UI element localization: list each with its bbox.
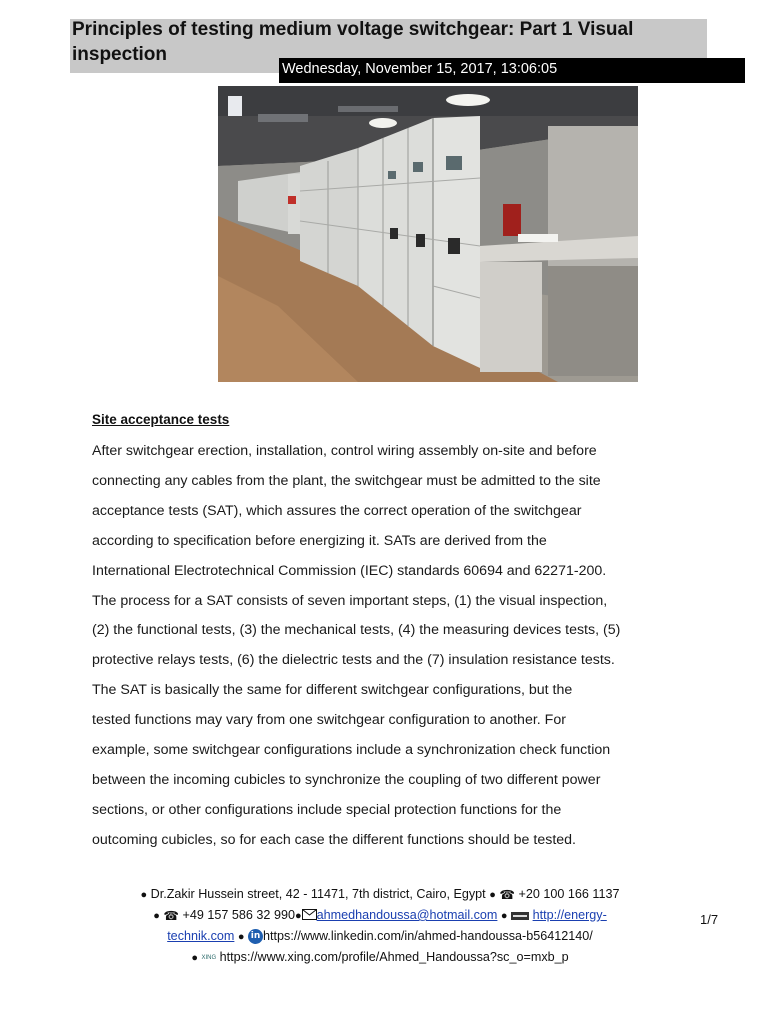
paragraph-line: outcoming cubicles, so for each case the different functions should be tested. (92, 831, 576, 848)
switchgear-room-photo (218, 86, 638, 382)
paragraph-line: protective relays tests, (6) the dielectric tests and the (7) insulation resistance tests. (92, 652, 615, 669)
website-link-continued[interactable]: technik.com (167, 929, 235, 943)
page-title: Principles of testing medium voltage switchgear: Part 1 Visual inspection (72, 19, 634, 65)
paragraph-line: according to specification before energizing it. SATs are derived from the (92, 532, 547, 549)
phone-icon: ☎ (499, 887, 516, 902)
phone-icon: ☎ (163, 908, 180, 923)
bullet-icon: ● (191, 952, 198, 964)
footer-line-3 (60, 926, 700, 947)
phone-egypt: +20 100 166 1137 (518, 887, 620, 901)
web-icon (511, 906, 529, 926)
paragraph-line: tested functions may vary from one switchgear configuration to another. For (92, 712, 566, 729)
section-heading: Site acceptance tests (92, 412, 230, 427)
paragraph-line: between the incoming cubicles to synchronize the coupling of two different power (92, 771, 601, 788)
footer-line-4 (60, 947, 700, 968)
paragraph-line: connecting any cables from the plant, the switchgear must be admitted to the site (92, 472, 601, 489)
body-paragraph (92, 437, 692, 856)
bullet-icon: ● (489, 889, 496, 901)
paragraph-line: The process for a SAT consists of seven important steps, (1) the visual inspection, (92, 592, 608, 609)
address-text: Dr.Zakir Hussein street, 42 - 11471, 7th district, Cairo, Egypt (150, 887, 486, 901)
linkedin-icon: in (248, 929, 263, 944)
bullet-icon: ● (500, 910, 508, 922)
website-link[interactable]: http://energy- (532, 908, 607, 922)
bullet-icon: ● (140, 889, 148, 901)
mail-icon (302, 906, 317, 926)
paragraph-line: After switchgear erection, installation, control wiring assembly on-site and before (92, 443, 597, 459)
email-link[interactable]: ahmedhandoussa@hotmail.com (316, 908, 498, 922)
paragraph-line: example, some switchgear configurations include a synchronization check function (92, 742, 611, 759)
page-number: 1/7 (700, 912, 719, 927)
paragraph-line: The SAT is basically the same for different switchgear configurations, but the (92, 682, 573, 699)
footer-line-1 (60, 884, 700, 905)
xing-url[interactable]: https://www.xing.com/profile/Ahmed_Handoussa?sc_o=mxb_p (219, 950, 569, 964)
phone-germany: +49 157 586 32 990 (182, 908, 295, 922)
paragraph-line: acceptance tests (SAT), which assures the correct operation of the switchgear (92, 502, 582, 519)
bullet-icon: ● (153, 910, 160, 922)
linkedin-url[interactable]: https://www.linkedin.com/in/ahmed-handoussa-b56412140/ (263, 929, 593, 943)
footer-line-2 (60, 905, 700, 926)
bullet-icon: ● (237, 931, 245, 943)
date-banner: Wednesday, November 15, 2017, 13:06:05 (279, 58, 745, 83)
paragraph-line: International Electrotechnical Commission (IEC) standards 60694 and 62271-200. (92, 562, 607, 579)
bullet-icon: ● (294, 910, 302, 922)
contact-footer (60, 884, 700, 968)
xing-icon: XING (201, 954, 217, 961)
paragraph-line: (2) the functional tests, (3) the mechanical tests, (4) the measuring devices tests, (5) (92, 622, 621, 639)
paragraph-line: sections, or other configurations include special protection functions for the (92, 801, 562, 818)
